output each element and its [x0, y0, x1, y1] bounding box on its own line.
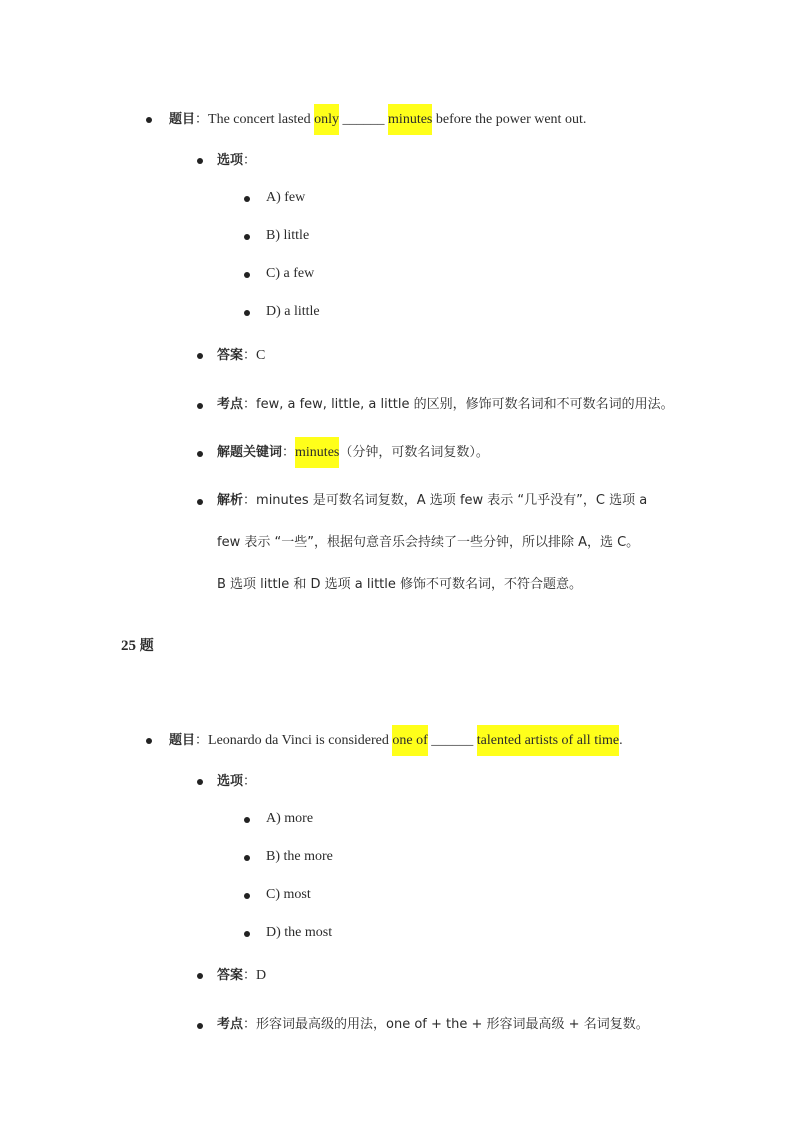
- section-heading: [121, 635, 154, 655]
- q24-analysis-line1: [217, 491, 647, 511]
- section-number: 25: [121, 638, 136, 654]
- question-text-part1: The concert lasted: [208, 112, 315, 127]
- highlight-talented-artists: talented artists of all time: [477, 725, 619, 756]
- q24-analysis-line3: B 选项 little 和 D 选项 a little 修饰不可数名词，不符合题意。: [217, 577, 583, 592]
- answer-label: 答案: [217, 348, 244, 363]
- q25-options-heading: [217, 772, 256, 792]
- analysis-label: 解析: [217, 493, 244, 508]
- option-item: B) little: [266, 228, 310, 243]
- q24-point: [217, 395, 674, 415]
- option-item: B) the more: [266, 849, 333, 864]
- q25-point: [217, 1015, 649, 1035]
- point-text: few, a few, little, a little 的区别，修饰可数名词和不可数名词的用法。: [256, 397, 674, 412]
- colon: ：: [243, 348, 257, 363]
- option-item: D) a little: [266, 304, 320, 319]
- colon: ：: [243, 397, 257, 412]
- bullet: [197, 973, 203, 979]
- keyword-text: （分钟，可数名词复数）。: [339, 445, 489, 460]
- q25-question: [169, 731, 623, 751]
- bullet: [197, 353, 203, 359]
- question-text-part2: .: [619, 733, 623, 748]
- point-text: 形容词最高级的用法，one of + the + 形容词最高级 + 名词复数。: [256, 1017, 649, 1032]
- question-blank: ______: [339, 112, 389, 127]
- bullet: [244, 855, 250, 861]
- colon: ：: [195, 112, 209, 127]
- colon: ：: [282, 445, 296, 460]
- bullet: [146, 117, 152, 123]
- options-label: 选项: [217, 153, 244, 168]
- option-item: C) most: [266, 887, 311, 902]
- bullet: [197, 499, 203, 505]
- bullet: [244, 893, 250, 899]
- bullet: [197, 1023, 203, 1029]
- highlight-only: only: [314, 104, 339, 135]
- bullet: [244, 196, 250, 202]
- q24-keyword: [217, 443, 489, 463]
- highlight-one-of: one of: [392, 725, 427, 756]
- q24-answer: [217, 346, 265, 366]
- question-text-part2: before the power went out.: [432, 112, 587, 127]
- question-text-part1: Leonardo da Vinci is considered: [208, 733, 393, 748]
- option-item: A) few: [266, 190, 306, 205]
- colon: ：: [243, 1017, 257, 1032]
- answer-value: C: [256, 348, 266, 363]
- option-item: D) the most: [266, 925, 333, 940]
- bullet: [244, 817, 250, 823]
- colon: ：: [243, 493, 257, 508]
- point-label: 考点: [217, 397, 244, 412]
- colon: ：: [243, 774, 257, 789]
- section-suffix: 题: [139, 638, 154, 654]
- bullet: [197, 779, 203, 785]
- answer-value: D: [256, 968, 267, 983]
- bullet: [146, 738, 152, 744]
- q24-options-heading: [217, 151, 256, 171]
- colon: ：: [195, 733, 209, 748]
- highlight-minutes: minutes: [388, 104, 432, 135]
- analysis-text: minutes 是可数名词复数，A 选项 few 表示 “几乎没有”，C 选项 a: [256, 493, 648, 508]
- bullet: [244, 310, 250, 316]
- options-label: 选项: [217, 774, 244, 789]
- q24-question: [169, 110, 586, 130]
- question-blank: ______: [427, 733, 477, 748]
- keyword-label: 解题关键词: [217, 445, 283, 460]
- q24-analysis-line2: few 表示 “一些”，根据句意音乐会持续了一些分钟，所以排除 A，选 C。: [217, 535, 640, 550]
- bullet: [244, 931, 250, 937]
- colon: ：: [243, 153, 257, 168]
- bullet: [244, 272, 250, 278]
- bullet: [197, 451, 203, 457]
- bullet: [244, 234, 250, 240]
- colon: ：: [243, 968, 257, 983]
- question-label: 题目: [169, 733, 196, 748]
- answer-label: 答案: [217, 968, 244, 983]
- highlight-keyword: minutes: [295, 437, 339, 468]
- point-label: 考点: [217, 1017, 244, 1032]
- question-label: 题目: [169, 112, 196, 127]
- bullet: [197, 158, 203, 164]
- option-item: A) more: [266, 811, 314, 826]
- bullet: [197, 403, 203, 409]
- q25-answer: [217, 966, 266, 986]
- option-item: C) a few: [266, 266, 315, 281]
